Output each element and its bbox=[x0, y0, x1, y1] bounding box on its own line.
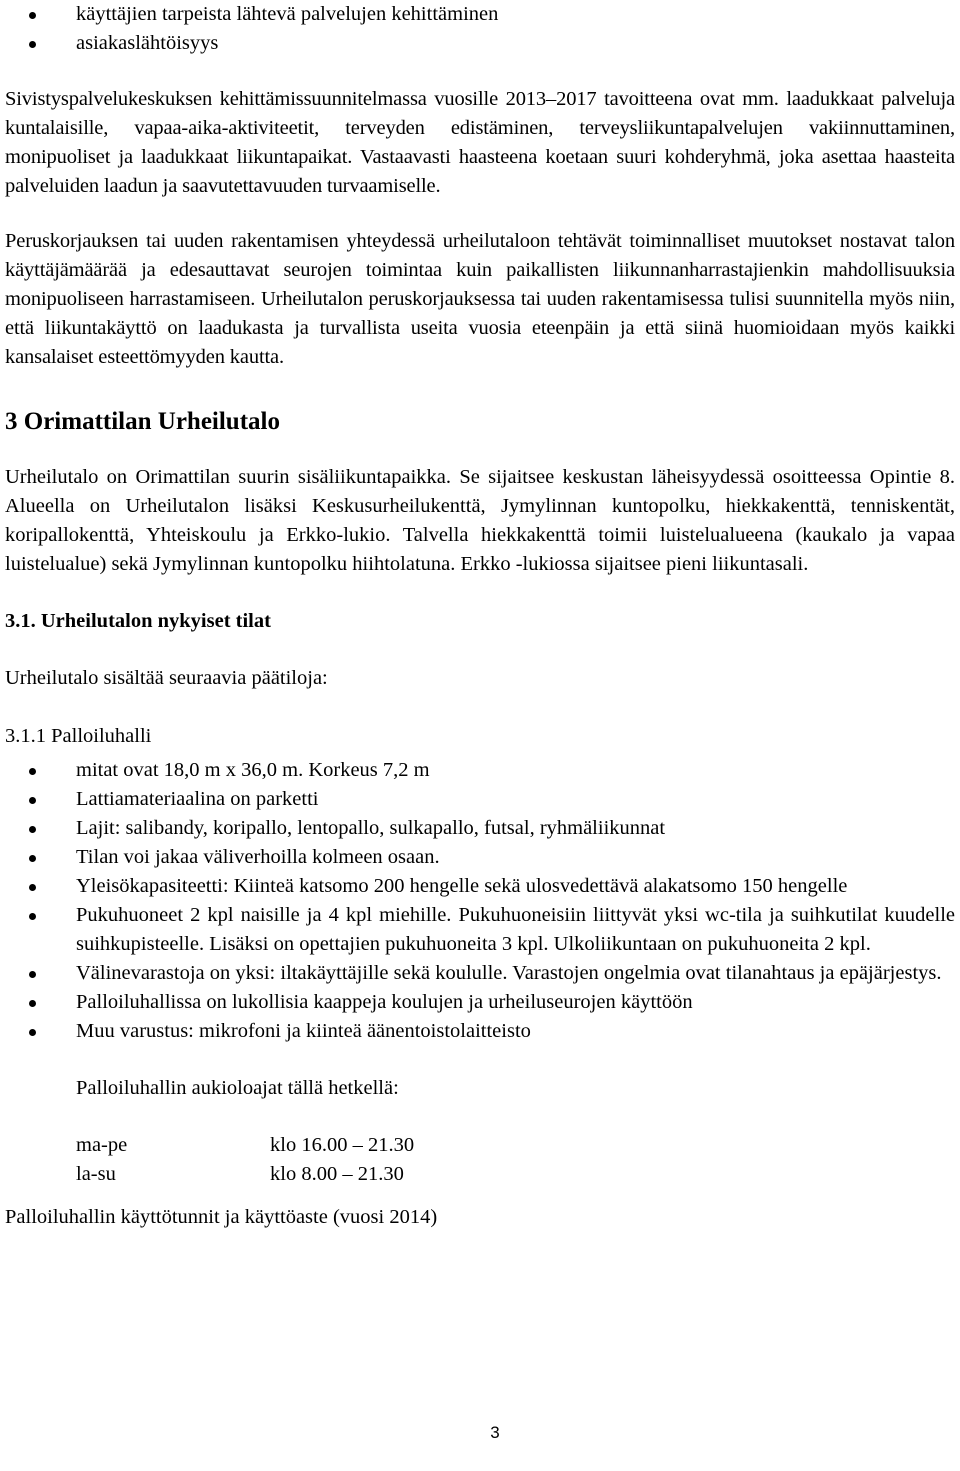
section-paragraph: Urheilutalo on Orimattilan suurin sisäliikuntapaikka. Se sijaitsee keskustan läheisyydessä osoitteessa Opintie 8. Alueella on Urheilutalon lisäksi Keskusurheilukenttä, Jymylinnan kuntopolku, hiekkakenttä, tenniskentät, koripallokenttä, Yhteiskoulu ja Erkko-lukio. Talvella hiekkakenttä toimii luistelualueena (kaukalo ja vapaa luistelualue) sekä Jymylinnan kuntopolku hiihtolatuna. Erkko -lukiossa sijaitsee pieni liikuntasali. bbox=[5, 466, 955, 575]
list-item: Pukuhuoneet 2 kpl naisille ja 4 kpl miehille. Pukuhuoneisiin liittyvät yksi wc-tila ja suihkutilat kuudelle suihkupisteelle. Lisäksi on opettajien pukuhuoneita 3 kpl. Ulkoliikuntaan on pukuhuoneita 2 kpl. bbox=[5, 901, 955, 959]
list-item: mitat ovat 18,0 m x 36,0 m. Korkeus 7,2 m bbox=[5, 756, 955, 785]
opening-hours-row bbox=[5, 1131, 955, 1160]
list-item: Yleisökapasiteetti: Kiinteä katsomo 200 hengelle sekä ulosvedettävä alakatsomo 150 hengelle bbox=[5, 872, 955, 901]
page-number: 3 bbox=[490, 1423, 500, 1442]
opening-days: ma-pe bbox=[76, 1134, 128, 1156]
opening-hours-table bbox=[5, 1131, 955, 1189]
opening-hours-title: Palloiluhallin aukioloajat tällä hetkellä: bbox=[76, 1077, 399, 1099]
subsection-intro: Urheilutalo sisältää seuraavia päätiloja: bbox=[5, 667, 328, 689]
intro-paragraph-2: Peruskorjauksen tai uuden rakentamisen yhteydessä urheilutaloon tehtävät toiminnalliset muutokset nostavat talon käyttäjämäärää ja edesauttavat seurojen toimintaa kuin paikallisten liikunnanharrastajienkin mahdollisuuksia monipuoliseen harrastamiseen. Urheilutalon peruskorjauksessa tai uuden rakentamisessa tulisi suunnitella myös niin, että liikuntakäyttö on laadukasta ja turvallista useita vuosia eteenpäin ja että siinä huomioidaan myös kaikki kansalaiset esteettömyyden kautta. bbox=[5, 230, 955, 368]
hall-feature-list bbox=[5, 756, 955, 1046]
list-item: Välinevarastoja on yksi: iltakäyttäjille sekä koululle. Varastojen ongelmia ovat tilanahtaus ja epäjärjestys. bbox=[5, 959, 955, 988]
page-content bbox=[5, 0, 955, 1232]
list-item: Lattiamateriaalina on parketti bbox=[5, 785, 955, 814]
opening-time: klo 8.00 – 21.30 bbox=[270, 1163, 404, 1185]
list-item: Palloiluhallissa on lukollisia kaappeja koulujen ja urheiluseurojen käyttöön bbox=[5, 988, 955, 1017]
usage-title: Palloiluhallin käyttötunnit ja käyttöaste (vuosi 2014) bbox=[5, 1206, 438, 1228]
subsection-heading: 3.1. Urheilutalon nykyiset tilat bbox=[5, 610, 271, 632]
opening-time: klo 16.00 – 21.30 bbox=[270, 1134, 415, 1156]
top-bullet-list bbox=[5, 0, 955, 58]
list-item: käyttäjien tarpeista lähtevä palvelujen kehittäminen bbox=[5, 0, 955, 29]
intro-paragraph-1: Sivistyspalvelukeskuksen kehittämissuunnitelmassa vuosille 2013–2017 tavoitteena ovat mm. laadukkaat palveluja kuntalaisille, vapaa-aika-aktiviteetit, terveyden edistäminen, terveysliikuntapalvelujen vakiinnuttaminen, monipuoliset ja laadukkaat liikuntapaikat. Vastaavasti haasteena koetaan suuri kohderyhmä, joka asettaa haasteita palveluiden laadun ja saavutettavuuden turvaamiselle. bbox=[5, 88, 955, 197]
list-item: asiakaslähtöisyys bbox=[5, 29, 955, 58]
opening-days: la-su bbox=[76, 1163, 116, 1185]
opening-hours-row bbox=[5, 1160, 955, 1189]
sub-subsection-heading: 3.1.1 Palloiluhalli bbox=[5, 725, 152, 747]
list-item: Muu varustus: mikrofoni ja kiinteä äänentoistolaitteisto bbox=[5, 1017, 955, 1046]
list-item: Lajit: salibandy, koripallo, lentopallo, sulkapallo, futsal, ryhmäliikunnat bbox=[5, 814, 955, 843]
section-heading: 3 Orimattilan Urheilutalo bbox=[5, 408, 280, 435]
list-item: Tilan voi jakaa väliverhoilla kolmeen osaan. bbox=[5, 843, 955, 872]
